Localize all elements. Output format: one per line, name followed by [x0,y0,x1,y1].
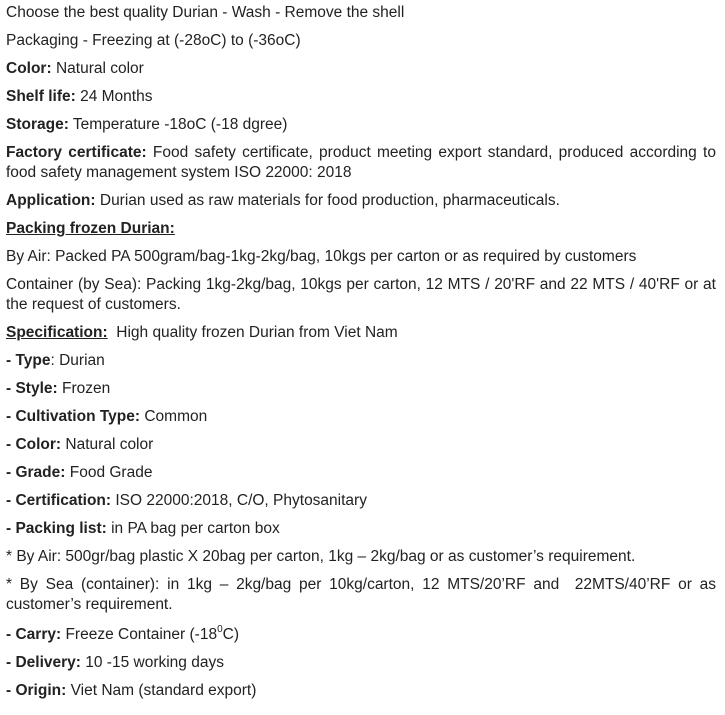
attr-application-value: Durian used as raw materials for food production, pharmaceuticals. [95,192,560,209]
spec-type-value: : Durian [50,352,105,369]
spec-cultivation-type-value: Common [140,408,208,425]
spec-grade-value: Food Grade [65,464,153,481]
attr-color-value: Natural color [51,60,144,77]
spec-color-label: - Color: [6,436,62,453]
spec-type [6,351,716,371]
spec-delivery-label: - Delivery: [6,654,81,671]
spec-color [6,435,716,455]
spec-origin [6,681,716,701]
intro-line-wash: Choose the best quality Durian - Wash - Remove the shell [6,4,405,21]
intro-line-packaging: Packaging - Freezing at (-28oC) to (-36oC) [6,32,301,49]
attr-color-label: Color: [6,60,52,77]
spec-style [6,379,716,399]
spec-packing-list-value: in PA bag per carton box [106,520,280,537]
spec-style-value: Frozen [57,380,111,397]
spec-carry-superscript: 0 [217,623,223,635]
attr-application-label: Application: [6,192,96,209]
spec-carry-value-after: C) [222,626,239,643]
spec-origin-value: Viet Nam (standard export) [66,682,257,699]
spec-air-note: * By Air: 500gr/bag plastic X 20bag per carton, 1kg – 2kg/bag or as customer’s requirement. [6,548,636,565]
spec-certification-label: - Certification: [6,492,112,509]
spec-delivery-value: 10 -15 working days [80,654,224,671]
spec-style-label: - Style: [6,380,58,397]
spec-origin-label: - Origin: [6,682,67,699]
spec-grade-label: - Grade: [6,464,66,481]
spec-certification [6,491,716,511]
spec-cultivation-type-label: - Cultivation Type: [6,408,141,425]
spec-cultivation-type [6,407,716,427]
specification-heading [6,323,716,343]
packing-by-air: By Air: Packed PA 500gram/bag-1kg-2kg/bag, 10kgs per carton or as required by customers [6,248,637,265]
packing-by-sea: Container (by Sea): Packing 1kg-2kg/bag, 10kgs per carton, 12 MTS / 20'RF and 22 MTS / 40'RF or at the request of customers. [6,276,716,313]
attr-shelf-life [6,87,716,107]
spec-type-label: - Type [6,352,51,369]
spec-carry-label: - Carry: [6,626,62,643]
specification-text: High quality frozen Durian from Viet Nam [107,324,398,341]
spec-certification-value: ISO 22000:2018, C/O, Phytosanitary [111,492,367,509]
spec-packing-list [6,519,716,539]
attr-factory-certificate-label: Factory certificate: [6,144,147,161]
spec-carry-value-before: Freeze Container (-18 [61,626,218,643]
specification-heading-text: Specification: [6,324,108,341]
attr-application [6,191,716,211]
spec-delivery [6,653,716,673]
spec-carry [6,625,716,645]
attr-storage-value: Temperature -18oC (-18 dgree) [68,116,288,133]
attr-storage [6,115,716,135]
packing-heading-text: Packing frozen Durian: [6,220,175,237]
attr-storage-label: Storage: [6,116,69,133]
packing-heading [6,219,716,239]
attr-shelf-life-value: 24 Months [75,88,153,105]
spec-color-value: Natural color [61,436,154,453]
attr-color [6,59,716,79]
spec-sea-note: * By Sea (container): in 1kg – 2kg/bag per 10kg/carton, 12 MTS/20’RF and 22MTS/40’RF or as customer’s requirement. [6,576,721,613]
spec-packing-list-label: - Packing list: [6,520,107,537]
attr-shelf-life-label: Shelf life: [6,88,76,105]
attr-factory-certificate-value: Food safety certificate, product meeting export standard, produced according to food safety management system ISO 22000: 2018 [6,144,716,181]
attr-factory-certificate [6,143,716,183]
spec-grade [6,463,716,483]
